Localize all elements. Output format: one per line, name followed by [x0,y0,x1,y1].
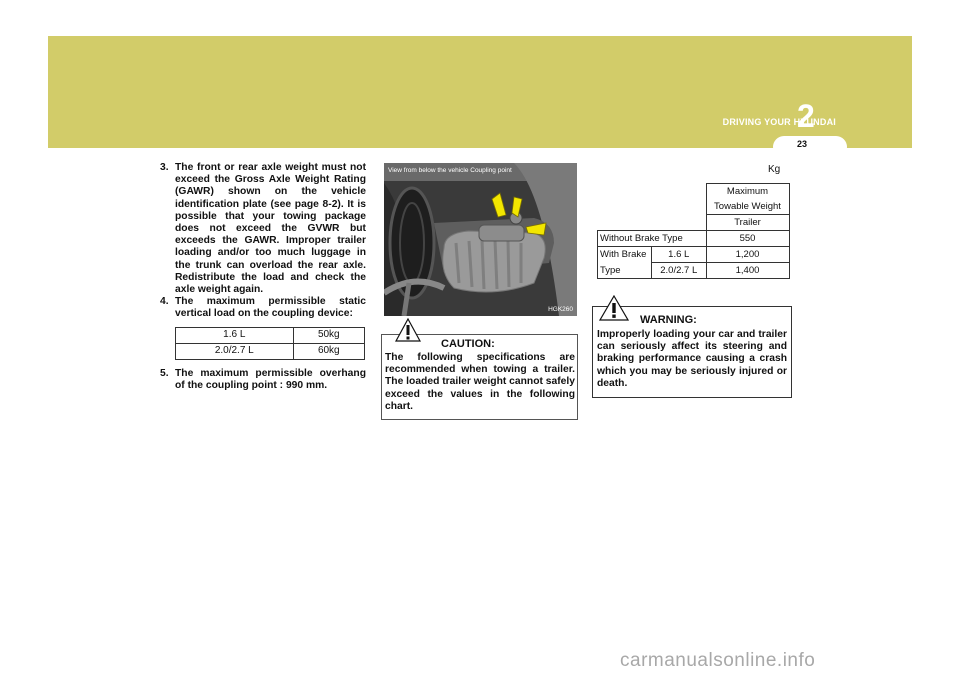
list-item-3 [160,162,366,296]
page-number: 23 [796,139,807,149]
towable-weight-table [597,183,790,279]
weight-cell: 1,400 [706,263,789,279]
table-row [598,231,790,247]
warning-triangle-icon [599,295,629,321]
photo-caption: View from below the vehicle Coupling point [388,167,512,174]
engine-cell: 2.0/2.7 L [652,263,707,279]
item-number: 5. [160,367,169,379]
load-cell: 60kg [293,343,364,359]
table-row [176,327,365,343]
header-band [48,36,912,148]
item-text: The maximum permissible static vertical load on the coupling device: [175,296,366,320]
row-label: Without Brake Type [598,231,707,247]
item-text: The maximum permissible overhang of the coupling point : 990 mm. [175,367,366,391]
caution-text: The following specifications are recommended when towing a trailer. The loaded trailer weight cannot safely exceed the values in the following chart. [385,352,575,412]
vehicle-underside-illustration [384,163,577,316]
header-cell: Towable Weight [706,199,789,215]
engine-cell: 1.6 L [176,327,294,343]
left-column [160,162,366,392]
load-cell: 50kg [293,327,364,343]
list-item-4 [160,296,366,320]
item-text: The front or rear axle weight must not exceed the Gross Axle Weight Rating (GAWR) shown on the vehicle identification plate (see page 8-2). It is possible that your towing package does not exceed the GVWR but exceeds the GAWR. Improper trailer loading and/or too much luggage in the trunk can overload the rear axle. Redistribute the load and check the axle weight again. [175,162,366,296]
engine-cell: 1.6 L [652,247,707,263]
table-row [598,184,790,200]
engine-cell: 2.0/2.7 L [176,343,294,359]
coupling-point-photo [384,163,577,316]
warning-triangle-icon [395,318,421,342]
table-row [598,199,790,215]
table-row [598,247,790,263]
photo-code: HGK260 [548,306,573,313]
unit-label: Kg [768,164,781,175]
warning-text: Improperly loading your car and trailer can seriously affect its steering and braking performance causing a crash which you may be seriously injured or death. [597,329,787,389]
coupling-load-table [175,327,365,360]
header-cell: Trailer [706,215,789,231]
table-row [176,343,365,359]
weight-cell: 1,200 [706,247,789,263]
item-number: 4. [160,296,169,308]
item-number: 3. [160,162,169,173]
table-row [598,215,790,231]
weight-cell: 550 [706,231,789,247]
row-label: Type [598,263,652,279]
watermark: carmanualsonline.info [620,650,816,671]
header-cell: Maximum [706,184,789,200]
list-item-5 [160,368,366,392]
row-label: With Brake [598,247,652,263]
table-row [598,263,790,279]
warning-title: WARNING: [640,314,697,326]
chapter-title: DRIVING YOUR HYUNDAI [722,117,836,127]
chapter-number: 2 [797,98,815,134]
caution-title: CAUTION: [441,338,495,350]
